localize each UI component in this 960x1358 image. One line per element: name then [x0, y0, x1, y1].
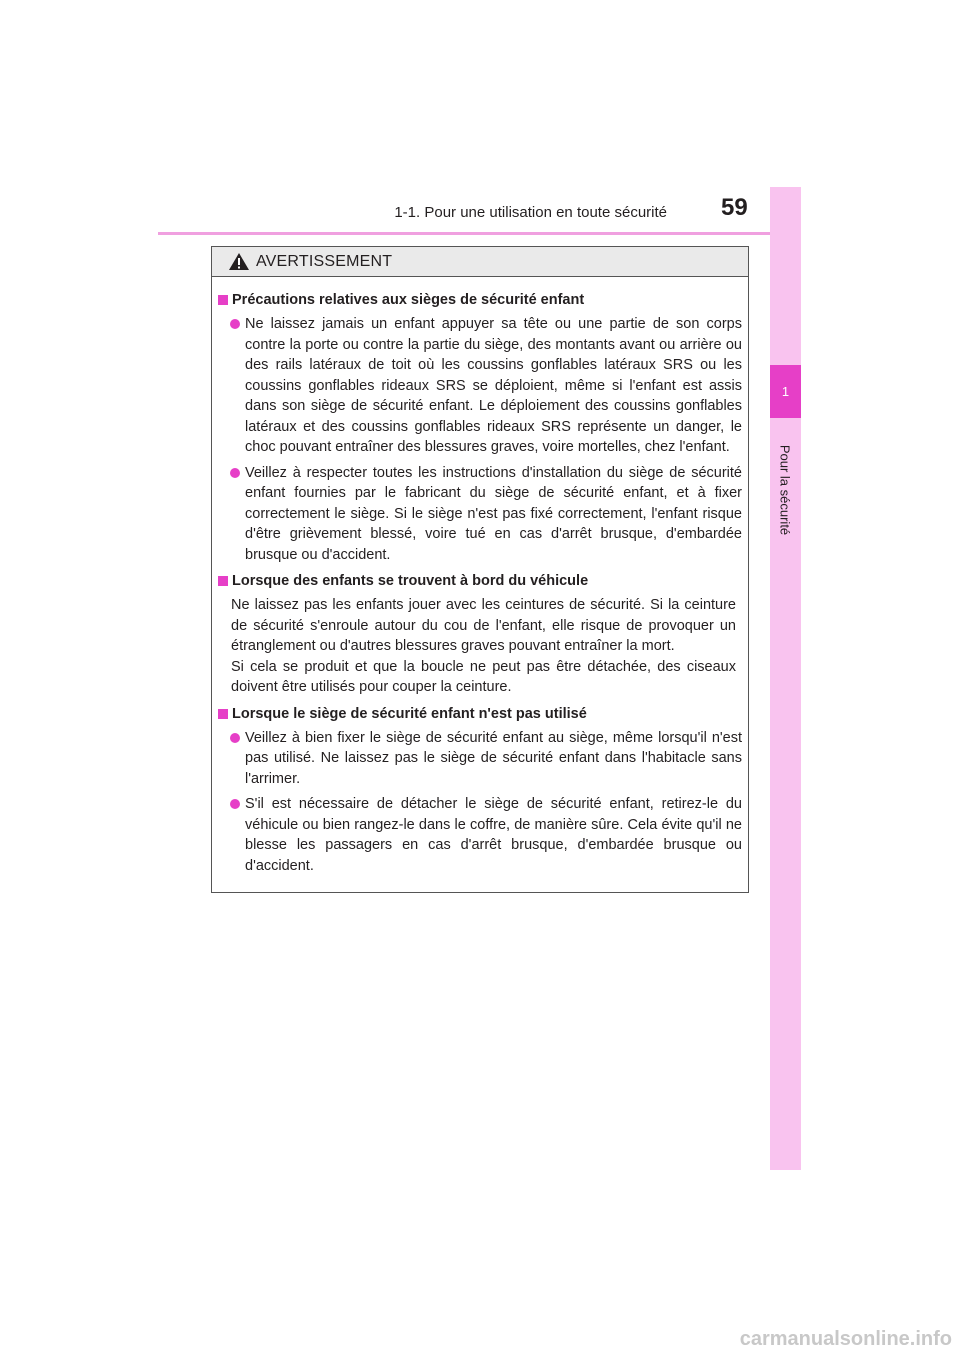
bullet-dot-icon: [230, 799, 240, 809]
list-item: [218, 314, 742, 458]
bullet-text: Ne laissez jamais un enfant appuyer sa tête ou une partie de son corps contre la porte ou contre la partie du siège, des montants avant ou arrière ou des rails latéraux de toit où les coussins gonflables latéraux SRS ou les coussins gonflables rideaux SRS se déploient, même si l'enfant est assis dans son siège de sécurité enfant. Le déploiement des coussins gonflables latéraux et des coussins gonflables rideaux SRS représente un danger, le choc pouvant entraîner des blessures graves, voire mortelles, chez l'enfant.: [245, 316, 742, 455]
paragraph: Si cela se produit et que la boucle ne peut pas être détachée, des ciseaux doivent être utilisés pour couper la ceinture.: [231, 658, 736, 695]
list-item: [218, 463, 742, 566]
bullet-dot-icon: [230, 319, 240, 329]
section-title: Lorsque le siège de sécurité enfant n'est pas utilisé: [232, 705, 587, 722]
list-item: [218, 794, 742, 876]
bullet-dot-icon: [230, 468, 240, 478]
section-paragraphs: [218, 595, 742, 698]
chapter-number-tab: 1: [770, 365, 801, 418]
section-title: Lorsque des enfants se trouvent à bord du véhicule: [232, 573, 589, 589]
bullet-text: S'il est nécessaire de détacher le siège de sécurité enfant, retirez-le du véhicule ou bien rangez-le dans le coffre, de manière sûre. Cela évite qu'il ne blesse les passagers en cas d'arrêt brusque, d'embardée brusque ou d'accident.: [245, 796, 742, 874]
chapter-side-tab: [770, 187, 801, 1170]
bullet-dot-icon: [230, 733, 240, 743]
list-item: [218, 728, 742, 790]
header-rule: [158, 232, 800, 235]
watermark: carmanualsonline.info: [739, 1328, 952, 1350]
bullet-text: Veillez à respecter toutes les instructions d'installation du siège de sécurité enfant fournies par le fabricant du siège de sécurité enfant, et à fixer correctement le siège. Si le siège n'est pas fixé correctement, l'enfant risque d'être grièvement blessé, voire tué en cas d'arrêt brusque, d'embardée brusque ou d'accident.: [245, 464, 742, 563]
warning-box: [211, 246, 749, 893]
warning-triangle-icon: [228, 252, 250, 271]
section-square-icon: [218, 295, 228, 305]
section-child-seat-precautions: [218, 290, 742, 565]
section-children-on-board: [218, 571, 742, 698]
running-header: 1-1. Pour une utilisation en toute sécurité: [394, 204, 667, 221]
paragraph: Ne laissez pas les enfants jouer avec les ceintures de sécurité. Si la ceinture de sécurité s'enroule autour du cou de l'enfant, elle risque de provoquer un étranglement ou d'autres blessures graves pouvant entraîner la mort.: [231, 597, 736, 654]
warning-header: [212, 247, 748, 277]
bullet-text: Veillez à bien fixer le siège de sécurité enfant au siège, même lorsqu'il n'est pas utilisé. Ne laissez pas le siège de sécurité enfant dans l'habitacle sans l'arrimer.: [245, 729, 742, 787]
warning-title: AVERTISSEMENT: [256, 252, 393, 270]
section-square-icon: [218, 709, 228, 719]
warning-body: [212, 277, 748, 876]
section-title: Précautions relatives aux sièges de sécurité enfant: [232, 292, 585, 308]
section-square-icon: [218, 576, 228, 586]
page-number: 59: [721, 194, 748, 221]
section-seat-not-used: [218, 704, 742, 877]
chapter-label: Pour la sécurité: [777, 444, 793, 536]
